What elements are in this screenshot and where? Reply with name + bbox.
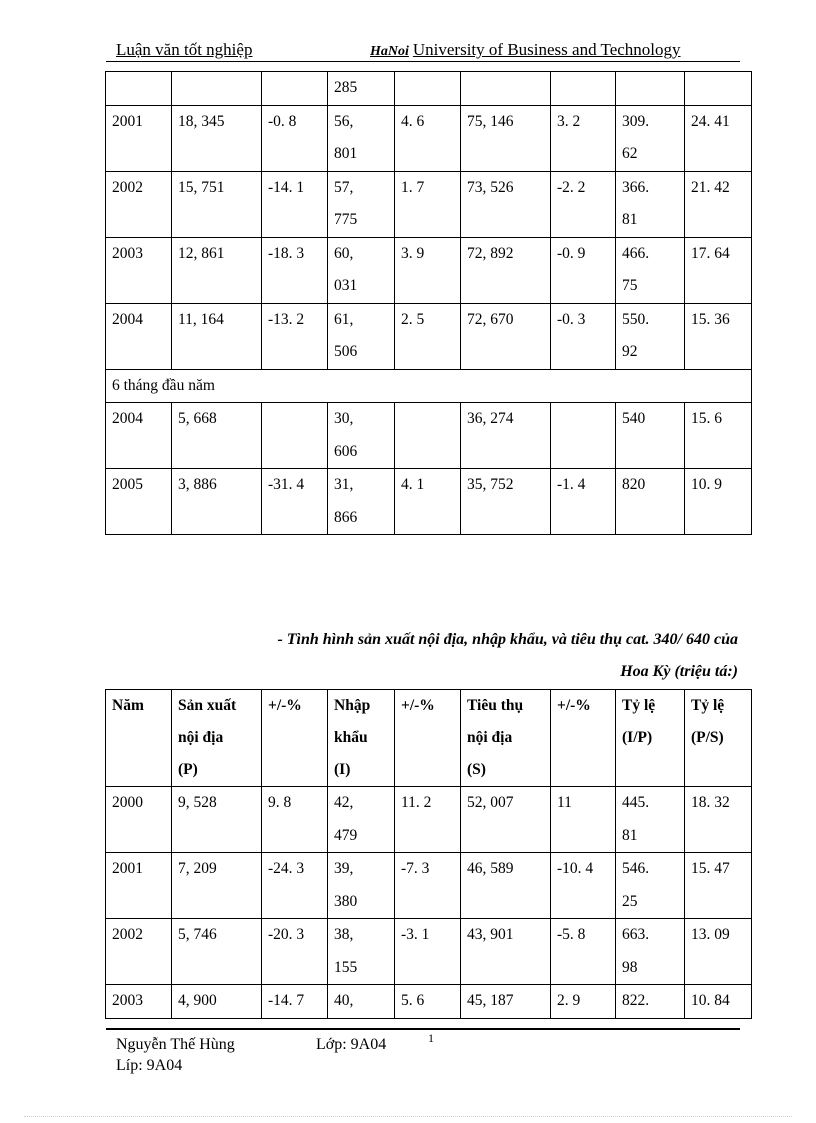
header-ratio-ps: Tỷ lệ (P/S) <box>685 690 752 787</box>
cell-production: 5, 746 <box>172 919 262 985</box>
cell-imports: 61, 506 <box>328 303 395 369</box>
cell-imports: 39, 380 <box>328 853 395 919</box>
cell-consumption: 72, 670 <box>461 303 551 369</box>
header-script-logo: HaNoi <box>370 44 409 59</box>
footer-class-alt: Líp: 9A04 <box>116 1057 183 1074</box>
cell-imports-change: 4. 6 <box>395 105 461 171</box>
cell-production-change: -14. 7 <box>262 985 328 1019</box>
cell-year: 2000 <box>106 787 172 853</box>
cell-ratio-ps: 15. 36 <box>685 303 752 369</box>
cell-production: 9, 528 <box>172 787 262 853</box>
cell-imports-change: -7. 3 <box>395 853 461 919</box>
header-production: Sản xuất nội địa (P) <box>172 690 262 787</box>
cell-production-change: -18. 3 <box>262 237 328 303</box>
cell-consumption-change: 3. 2 <box>551 105 616 171</box>
cell-ratio-ip: 663. 98 <box>616 919 685 985</box>
footer-class: Lớp: 9A04 <box>316 1036 387 1053</box>
cell-imports-change: 2. 5 <box>395 303 461 369</box>
cell-ratio-ps: 15. 47 <box>685 853 752 919</box>
cell-ratio-ip: 820 <box>616 469 685 535</box>
cell-production: 7, 209 <box>172 853 262 919</box>
cell-production: 15, 751 <box>172 171 262 237</box>
cell-imports-change <box>395 403 461 469</box>
header-university-name: University of Business and Technology <box>412 40 681 59</box>
cell-consumption-change: -0. 3 <box>551 303 616 369</box>
cell-year: 2004 <box>106 303 172 369</box>
section-label-half-year: 6 tháng đầu năm <box>106 369 752 403</box>
header-thesis-label: Luận văn tốt nghiệp <box>116 40 253 59</box>
cell-year: 2005 <box>106 469 172 535</box>
cell-imports: 42, 479 <box>328 787 395 853</box>
footer-divider <box>106 1028 740 1030</box>
cell-ratio-ps: 15. 6 <box>685 403 752 469</box>
cell-production: 18, 345 <box>172 105 262 171</box>
cell-production-change <box>262 403 328 469</box>
cell-consumption: 43, 901 <box>461 919 551 985</box>
cell-ratio-ip: 822. <box>616 985 685 1019</box>
cell-year: 2001 <box>106 105 172 171</box>
header-consumption-change: +/-% <box>551 690 616 787</box>
table-row <box>106 469 752 535</box>
cell-imports: 40, <box>328 985 395 1019</box>
table-us-production-continued <box>105 71 752 535</box>
cell-year: 2001 <box>106 853 172 919</box>
cell-consumption-change: -2. 2 <box>551 171 616 237</box>
cell-consumption-change <box>551 403 616 469</box>
cell-year: 2003 <box>106 237 172 303</box>
cell-ratio-ps: 21. 42 <box>685 171 752 237</box>
table-row <box>106 171 752 237</box>
cell-ratio-ip: 546. 25 <box>616 853 685 919</box>
cell-ratio-ip: 540 <box>616 403 685 469</box>
table-row <box>106 787 752 853</box>
cell-year: 2002 <box>106 919 172 985</box>
header-university <box>370 40 681 60</box>
header-ratio-ip: Tỷ lệ (I/P) <box>616 690 685 787</box>
cell-consumption: 52, 007 <box>461 787 551 853</box>
cell-imports-change: -3. 1 <box>395 919 461 985</box>
table-row <box>106 919 752 985</box>
cell-ratio-ip: 550. 92 <box>616 303 685 369</box>
cell-ratio-ip: 366. 81 <box>616 171 685 237</box>
page-number: 1 <box>428 1031 434 1045</box>
cell-production-change: -14. 1 <box>262 171 328 237</box>
cell-consumption-change: -1. 4 <box>551 469 616 535</box>
cell-consumption-change: -0. 9 <box>551 237 616 303</box>
cell-imports-change: 5. 6 <box>395 985 461 1019</box>
table-us-production-cat-340-640 <box>105 689 752 1019</box>
cell-consumption: 36, 274 <box>461 403 551 469</box>
table-row <box>106 105 752 171</box>
cell-consumption-change: 2. 9 <box>551 985 616 1019</box>
cell-production: 5, 668 <box>172 403 262 469</box>
cell-imports: 30, 606 <box>328 403 395 469</box>
cell-imports: 57, 775 <box>328 171 395 237</box>
header-divider <box>106 61 740 62</box>
table-row <box>106 72 752 106</box>
cell-production: 3, 886 <box>172 469 262 535</box>
cell-consumption: 72, 892 <box>461 237 551 303</box>
table-row <box>106 303 752 369</box>
cell-consumption: 46, 589 <box>461 853 551 919</box>
table-row <box>106 853 752 919</box>
cell-year: 2004 <box>106 403 172 469</box>
cell-ratio-ps: 24. 41 <box>685 105 752 171</box>
table-section-row <box>106 369 752 403</box>
cell-production-change: 9. 8 <box>262 787 328 853</box>
table-header-row <box>106 690 752 787</box>
cell-consumption: 75, 146 <box>461 105 551 171</box>
cell-ratio-ps: 17. 64 <box>685 237 752 303</box>
table-caption-line-1: - Tình hình sản xuất nội địa, nhập khẩu, và tiêu thụ cat. 340/ 640 của <box>277 631 738 648</box>
page-bottom-border <box>24 1116 792 1117</box>
cell-ratio-ps: 10. 84 <box>685 985 752 1019</box>
table-row <box>106 985 752 1019</box>
table-row <box>106 237 752 303</box>
cell-imports: 31, 866 <box>328 469 395 535</box>
cell-imports-change: 4. 1 <box>395 469 461 535</box>
cell-imports: 38, 155 <box>328 919 395 985</box>
cell-imports: 60, 031 <box>328 237 395 303</box>
cell-continuation: 285 <box>328 72 395 106</box>
cell-year: 2002 <box>106 171 172 237</box>
cell-production-change: -20. 3 <box>262 919 328 985</box>
cell-consumption: 73, 526 <box>461 171 551 237</box>
cell-consumption: 45, 187 <box>461 985 551 1019</box>
cell-year: 2003 <box>106 985 172 1019</box>
cell-consumption: 35, 752 <box>461 469 551 535</box>
cell-consumption-change: -5. 8 <box>551 919 616 985</box>
cell-production-change: -31. 4 <box>262 469 328 535</box>
header-year: Năm <box>106 690 172 787</box>
footer-author-name: Nguyễn Thế Hùng <box>116 1036 235 1053</box>
cell-production-change: -24. 3 <box>262 853 328 919</box>
header-production-change: +/-% <box>262 690 328 787</box>
cell-production-change: -13. 2 <box>262 303 328 369</box>
cell-production: 11, 164 <box>172 303 262 369</box>
cell-ratio-ip: 445. 81 <box>616 787 685 853</box>
cell-ratio-ip: 309. 62 <box>616 105 685 171</box>
cell-ratio-ps: 18. 32 <box>685 787 752 853</box>
cell-imports-change: 3. 9 <box>395 237 461 303</box>
cell-ratio-ps: 10. 9 <box>685 469 752 535</box>
cell-ratio-ps: 13. 09 <box>685 919 752 985</box>
header-imports-change: +/-% <box>395 690 461 787</box>
cell-production: 12, 861 <box>172 237 262 303</box>
cell-imports: 56, 801 <box>328 105 395 171</box>
cell-imports-change: 1. 7 <box>395 171 461 237</box>
cell-production: 4, 900 <box>172 985 262 1019</box>
cell-ratio-ip: 466. 75 <box>616 237 685 303</box>
header-consumption: Tiêu thụ nội địa (S) <box>461 690 551 787</box>
header-imports: Nhập khẩu (I) <box>328 690 395 787</box>
cell-production-change: -0. 8 <box>262 105 328 171</box>
cell-consumption-change: 11 <box>551 787 616 853</box>
cell-imports-change: 11. 2 <box>395 787 461 853</box>
cell-consumption-change: -10. 4 <box>551 853 616 919</box>
table-caption-line-2: Hoa Kỳ (triệu tá:) <box>620 663 738 680</box>
table-row <box>106 403 752 469</box>
